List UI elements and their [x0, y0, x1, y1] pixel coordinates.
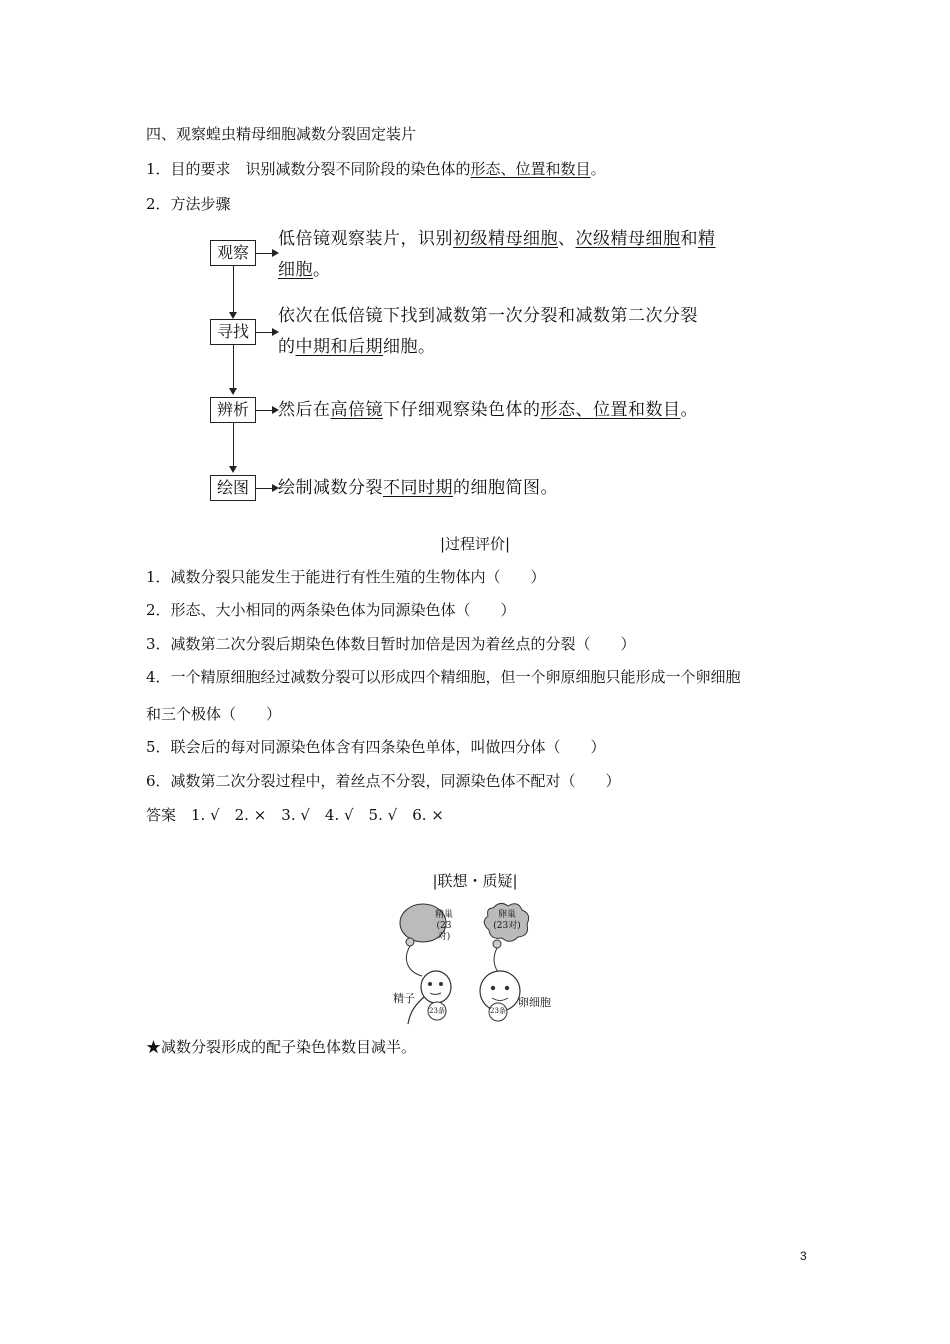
step-text-analyze — [278, 395, 698, 426]
purpose-suffix: 。 — [590, 160, 606, 178]
association-heading: |联想・质疑| — [432, 872, 518, 890]
step-underlined: 细胞 — [278, 260, 313, 280]
step-text: 的细胞简图。 — [453, 478, 558, 498]
step-text: 、 — [558, 229, 576, 249]
step-text: 绘制减数分裂 — [278, 478, 383, 498]
conclusion: ★减数分裂形成的配子染色体数目减半。 — [146, 1038, 417, 1056]
step-text: 。 — [680, 400, 698, 420]
section-title: 四、观察蝗虫精母细胞减数分裂固定装片 — [146, 125, 417, 143]
answers: 答案 1. √ 2. × 3. √ 4. √ 5. √ 6. × — [146, 806, 444, 824]
question-2: 2．形态、大小相同的两条染色体为同源染色体（ ） — [146, 601, 516, 619]
step-underlined: 不同时期 — [383, 478, 453, 498]
ovary-count: (23对) — [493, 921, 521, 931]
step-text: 下仔细观察染色体的 — [383, 400, 541, 420]
purpose-prefix: 1．目的要求 识别减数分裂不同阶段的染色体的 — [146, 160, 471, 178]
step-text-line — [278, 255, 716, 286]
sperm-count: 23条 — [429, 1007, 445, 1015]
gamete-illustration — [380, 900, 570, 1028]
step-text-draw — [278, 473, 558, 504]
egg-label: 卵细胞 — [518, 996, 551, 1009]
step-text: 低倍镜观察装片，识别 — [278, 229, 453, 249]
ovary-bubble-text — [492, 910, 522, 932]
page-number: 3 — [800, 1249, 807, 1263]
question-4-cont: 和三个极体（ ） — [146, 705, 282, 723]
step-box-draw: 绘图 — [210, 475, 256, 501]
ovary-label: 卵巢 — [497, 910, 516, 920]
question-6: 6．减数第二次分裂过程中，着丝点不分裂，同源染色体不配对（ ） — [146, 772, 621, 790]
step-box-observe: 观察 — [210, 240, 256, 266]
step-underlined: 次级精母细胞 — [575, 229, 681, 249]
purpose-underlined: 形态、位置和数目 — [470, 160, 591, 178]
bubble-tail-icon — [406, 938, 414, 946]
step-underlined: 初级精母细胞 — [453, 229, 558, 249]
sperm-head-icon — [421, 971, 451, 1003]
sperm-label: 精子 — [393, 992, 415, 1005]
connector-line — [233, 266, 234, 314]
step-text: 的 — [278, 337, 296, 357]
step-text-line: 依次在低倍镜下找到减数第一次分裂和减数第二次分裂 — [278, 306, 698, 326]
step-text: 。 — [313, 260, 331, 280]
review-heading: |过程评价| — [439, 535, 511, 553]
arrow-down-icon — [229, 388, 237, 395]
connector-curve — [406, 946, 422, 976]
step-box-find: 寻找 — [210, 319, 256, 345]
step-text: 然后在 — [278, 400, 331, 420]
step-text-line — [278, 332, 698, 363]
question-4: 4．一个精原细胞经过减数分裂可以形成四个精细胞，但一个卵原细胞只能形成一个卵细胞 — [146, 668, 741, 686]
testis-count: (23对) — [436, 921, 452, 942]
step-underlined: 高倍镜 — [330, 400, 383, 420]
question-1: 1．减数分裂只能发生于能进行有性生殖的生物体内（ ） — [146, 568, 546, 586]
arrow-down-icon — [229, 312, 237, 319]
connector-curve — [494, 948, 498, 972]
testis-label: 精巢 — [434, 910, 453, 920]
step-underlined: 中期和后期 — [295, 337, 383, 357]
connector-line — [233, 423, 234, 468]
connector-line — [233, 345, 234, 390]
step-underlined: 形态、位置和数目 — [540, 400, 681, 420]
step-text-line — [278, 224, 716, 255]
bubble-tail-icon — [493, 940, 501, 948]
question-5: 5．联会后的每对同源染色体含有四条染色单体，叫做四分体（ ） — [146, 738, 606, 756]
step-box-analyze: 辨析 — [210, 397, 256, 423]
step-text-find — [278, 301, 698, 363]
step-text: 和 — [680, 229, 698, 249]
question-3: 3．减数第二次分裂后期染色体数目暂时加倍是因为着丝点的分裂（ ） — [146, 635, 636, 653]
arrow-down-icon — [229, 466, 237, 473]
step-text-observe — [278, 224, 716, 286]
step-text: 细胞。 — [383, 337, 436, 357]
purpose-line — [146, 159, 606, 179]
step-underlined: 精 — [698, 229, 716, 249]
testis-bubble-text — [431, 910, 457, 943]
method-heading: 2．方法步骤 — [146, 195, 231, 213]
egg-count: 23条 — [490, 1007, 506, 1015]
